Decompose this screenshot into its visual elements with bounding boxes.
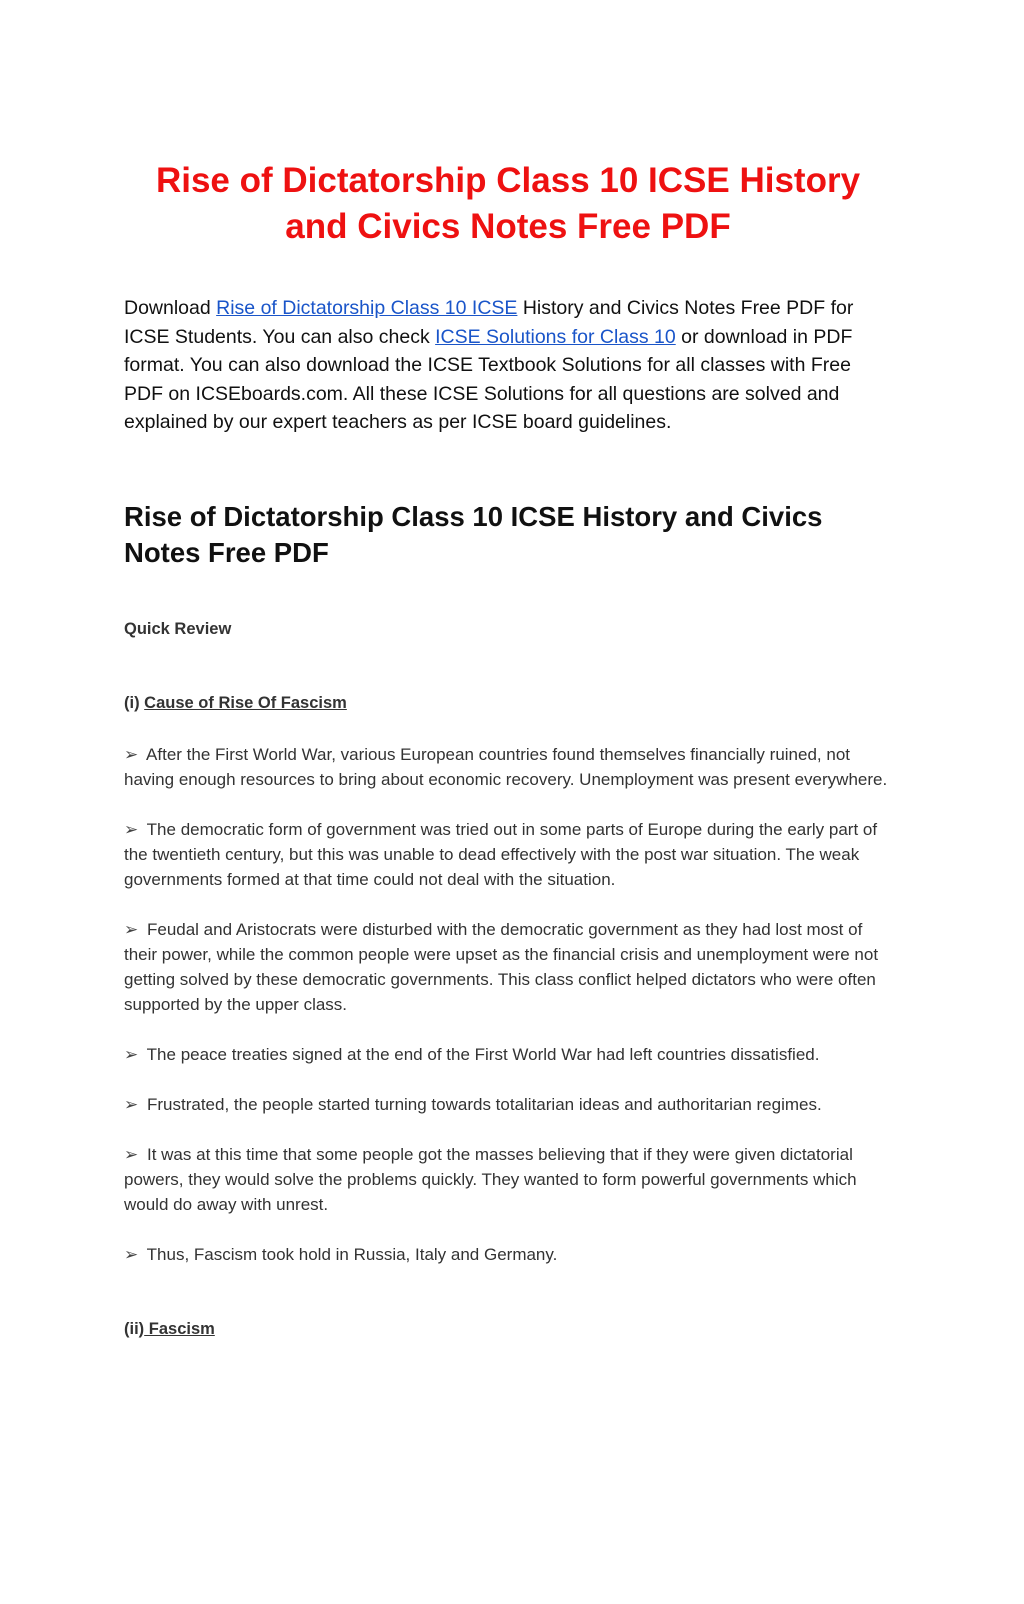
- section-2-title: Fascism: [144, 1319, 215, 1338]
- arrow-bullet-icon: ➢: [124, 1244, 139, 1264]
- section-1-title: Cause of Rise Of Fascism: [144, 693, 347, 712]
- document-title: Rise of Dictatorship Class 10 ICSE History and Civics Notes Free PDF: [155, 161, 861, 246]
- point-text: Frustrated, the people started turning towards totalitarian ideas and authoritarian regimes.: [146, 1094, 822, 1114]
- intro-text-1: Download: [124, 297, 217, 319]
- rise-of-dictatorship-link[interactable]: Rise of Dictatorship Class 10 ICSE: [216, 297, 518, 319]
- point-text: Thus, Fascism took hold in Russia, Italy and Germany.: [146, 1244, 558, 1264]
- arrow-bullet-icon: ➢: [124, 1094, 139, 1114]
- point-text: The peace treaties signed at the end of the First World War had left countries dissatisfied.: [146, 1044, 820, 1064]
- section-heading: Rise of Dictatorship Class 10 ICSE History and Civics Notes Free PDF: [124, 500, 823, 568]
- list-item: [124, 917, 892, 1017]
- list-item: [124, 1092, 892, 1117]
- arrow-bullet-icon: ➢: [124, 744, 139, 764]
- section-1-number: (i): [124, 693, 145, 712]
- intro-paragraph: [124, 294, 892, 437]
- section-2-number: (ii): [124, 1319, 145, 1338]
- point-text: After the First World War, various European countries found themselves financially ruined, not having enough resources to bring about economic recovery. Unemployment was present everywhere.: [124, 744, 888, 789]
- point-text: It was at this time that some people got the masses believing that if they were given dictatorial powers, they would solve the problems quickly. They wanted to form powerful governments which would do away with unrest.: [124, 1144, 857, 1214]
- point-text: Feudal and Aristocrats were disturbed with the democratic government as they had lost most of their power, while the common people were upset as the financial crisis and unemployment were not getting solved by these democratic governments. This class conflict helped dictators who were often supported by the upper class.: [124, 919, 879, 1014]
- arrow-bullet-icon: ➢: [124, 819, 139, 839]
- arrow-bullet-icon: ➢: [124, 1144, 139, 1164]
- arrow-bullet-icon: ➢: [124, 1044, 139, 1064]
- list-item: [124, 1242, 892, 1267]
- list-item: [124, 817, 892, 892]
- icse-solutions-class-10-link[interactable]: ICSE Solutions for Class 10: [435, 325, 676, 348]
- document-page: [0, 158, 1024, 1604]
- intro-text-3: or download in PDF format. You can also download the ICSE Textbook Solutions for all classes with Free PDF on ICSEboards.com. All these ICSE Solutions for all questions are solved and explained by our expert teachers as per ICSE board guidelines.: [124, 325, 853, 433]
- list-item: [124, 742, 892, 792]
- point-text: The democratic form of government was tried out in some parts of Europe during the early part of the twentieth century, but this was unable to dead effectively with the post war situation. The weak governments formed at that time could not deal with the situation.: [124, 819, 878, 889]
- intro-text-2: History and Civics Notes Free PDF for ICSE Students. You can also check: [124, 297, 854, 348]
- list-item: [124, 1142, 892, 1217]
- section-1-heading: [124, 691, 892, 715]
- list-item: [124, 1042, 892, 1067]
- section-2-heading: [124, 1317, 892, 1341]
- quick-review-label: Quick Review: [124, 619, 232, 638]
- arrow-bullet-icon: ➢: [124, 919, 139, 939]
